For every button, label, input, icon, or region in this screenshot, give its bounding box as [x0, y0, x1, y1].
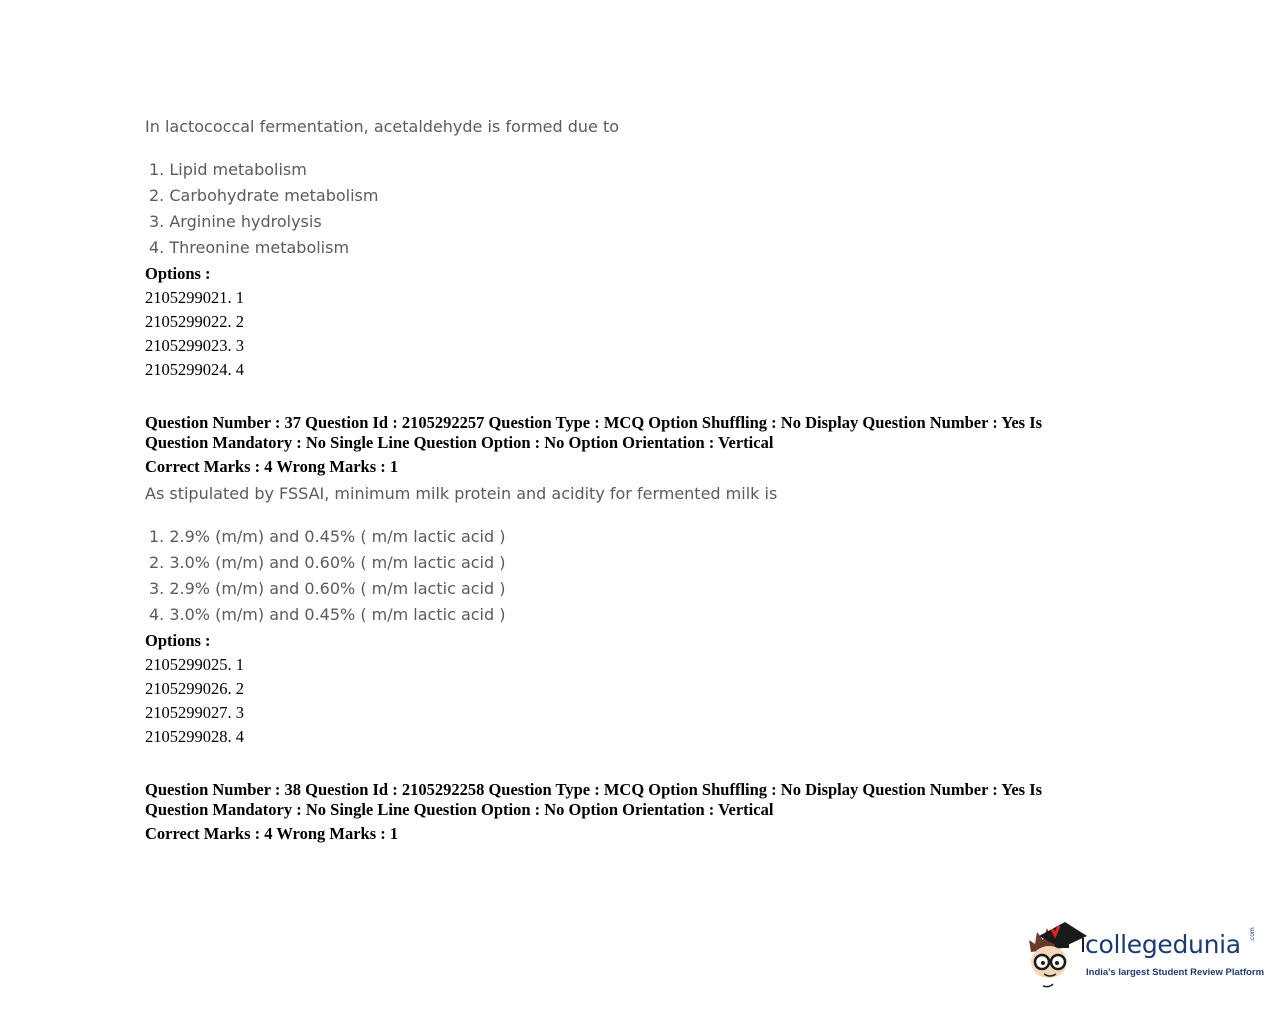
q36-choice-list: [149, 157, 378, 261]
q37-option-id-list: [145, 653, 244, 749]
q37-options-label: Options :: [145, 631, 211, 650]
q37-option-id-1: 2105299025. 1: [145, 655, 244, 674]
q37-marks: Correct Marks : 4 Wrong Marks : 1: [145, 457, 399, 476]
q36-option-id-2: 2105299022. 2: [145, 312, 244, 331]
logo-tagline: India's largest Student Review Platform: [1086, 967, 1265, 978]
q36-stem: In lactococcal fermentation, acetaldehyde is formed due to: [145, 117, 620, 136]
q36-option-id-1: 2105299021. 1: [145, 288, 244, 307]
q37-option-id-3: 2105299027. 3: [145, 703, 244, 722]
q36-option-id-3: 2105299023. 3: [145, 336, 244, 355]
q36-options-label: Options :: [145, 264, 211, 283]
q37-option-id-4: 2105299028. 4: [145, 727, 244, 746]
q36-choice-1: 1. Lipid metabolism: [149, 160, 307, 179]
collegedunia-logo: [1025, 918, 1265, 990]
q37-choice-3: 3. 2.9% (m/m) and 0.60% ( m/m lactic acid ): [149, 579, 506, 598]
q36-option-id-list: [145, 286, 244, 382]
q37-choice-4: 4. 3.0% (m/m) and 0.45% ( m/m lactic acid ): [149, 605, 506, 624]
q37-stem: As stipulated by FSSAI, minimum milk protein and acidity for fermented milk is: [145, 484, 778, 503]
q38-marks: Correct Marks : 4 Wrong Marks : 1: [145, 824, 399, 843]
q36-choice-4: 4. Threonine metabolism: [149, 238, 350, 257]
q36-choice-2: 2. Carbohydrate metabolism: [149, 186, 379, 205]
q38-meta: [145, 780, 1105, 820]
q38-meta-line-1: Question Number : 38 Question Id : 2105292258 Question Type : MCQ Option Shuffling : No Display Question Number : Yes Is: [145, 780, 1043, 799]
q37-meta-line-2: Question Mandatory : No Single Line Question Option : No Option Orientation : Vertical: [145, 433, 774, 452]
q37-choice-2: 2. 3.0% (m/m) and 0.60% ( m/m lactic acid ): [149, 553, 506, 572]
q37-meta: [145, 413, 1105, 453]
q37-option-id-2: 2105299026. 2: [145, 679, 244, 698]
q38-meta-line-2: Question Mandatory : No Single Line Question Option : No Option Orientation : Vertical: [145, 800, 774, 819]
q36-option-id-4: 2105299024. 4: [145, 360, 244, 379]
logo-domain-suffix: .com: [1249, 927, 1256, 942]
q37-choice-1: 1. 2.9% (m/m) and 0.45% ( m/m lactic acid ): [149, 527, 506, 546]
logo-wordmark: collegedunia: [1085, 930, 1241, 959]
q37-choice-list: [149, 524, 505, 628]
q36-choice-3: 3. Arginine hydrolysis: [149, 212, 322, 231]
graduate-mascot-icon: [1025, 918, 1087, 990]
q37-meta-line-1: Question Number : 37 Question Id : 2105292257 Question Type : MCQ Option Shuffling : No Display Question Number : Yes Is: [145, 413, 1043, 432]
